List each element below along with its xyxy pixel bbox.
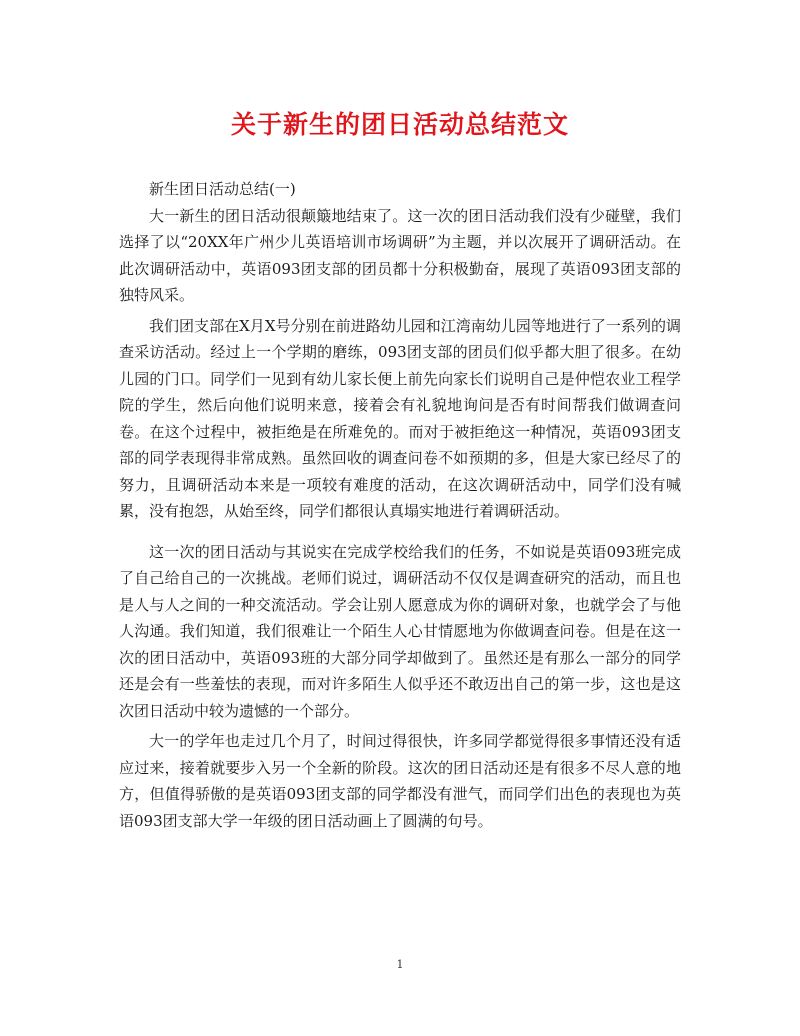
paragraph-2: 我们团支部在X月X号分别在前进路幼儿园和江湾南幼儿园等地进行了一系列的调查采访活动。经过上一个学期的磨练，093团支部的团员们似乎都大胆了很多。在幼儿园的门口。同学们一见到有幼儿家长便上前先向家长们说明自己是仲恺农业工程学院的学生，然后向他们说明来意，接着会有礼貌地询问是否有时间帮我们做调查问卷。在这个过程中，被拒绝是在所难免的。而对于被拒绝这一种情况，英语093团支部的同学表现得非常成熟。虽然回收的调查问卷不如预期的多，但是大家已经尽了的努力，且调研活动本来是一项较有难度的活动，在这次调研活动中，同学们没有喊累，没有抱怨，从始至终，同学们都很认真塌实地进行着调研活动。 xyxy=(119,316,681,520)
document-body xyxy=(119,176,681,834)
paragraph-3: 这一次的团日活动与其说实在完成学校给我们的任务，不如说是英语093班完成了自己给自己的一次挑战。老师们说过，调研活动不仅仅是调查研究的活动，而且也是人与人之间的一种交流活动。学会让别人愿意成为你的调研对象，也就学会了与他人沟通。我们知道，我们很难让一个陌生人心甘情愿地为你做调查问卷。但是在这一次的团日活动中，英语093班的大部分同学却做到了。虽然还是有那么一部分的同学还是会有一些羞怯的表现，而对许多陌生人似乎还不敢迈出自己的第一步，这也是这次团日活动中较为遗憾的一个部分。 xyxy=(119,542,681,720)
page-number: 1 xyxy=(396,958,404,971)
paragraph-4: 大一的学年也走过几个月了，时间过得很快，许多同学都觉得很多事情还没有适应过来，接着就要步入另一个全新的阶段。这次的团日活动还是有很多不尽人意的地方，但值得骄傲的是英语093团支部的同学都没有泄气，而同学们出色的表现也为英语093团支部大学一年级的团日活动画上了圆满的句号。 xyxy=(119,732,681,830)
page-title: 关于新生的团日活动总结范文 xyxy=(230,110,569,139)
section-subheading: 新生团日活动总结(一) xyxy=(149,180,296,198)
paragraph-1: 大一新生的团日活动很颠簸地结束了。这一次的团日活动我们没有少碰壁，我们选择了以“20XX年广州少儿英语培训市场调研”为主题，并以次展开了调研活动。在此次调研活动中，英语093团支部的团员都十分积极勤奋，展现了英语093团支部的独特风采。 xyxy=(119,206,681,304)
